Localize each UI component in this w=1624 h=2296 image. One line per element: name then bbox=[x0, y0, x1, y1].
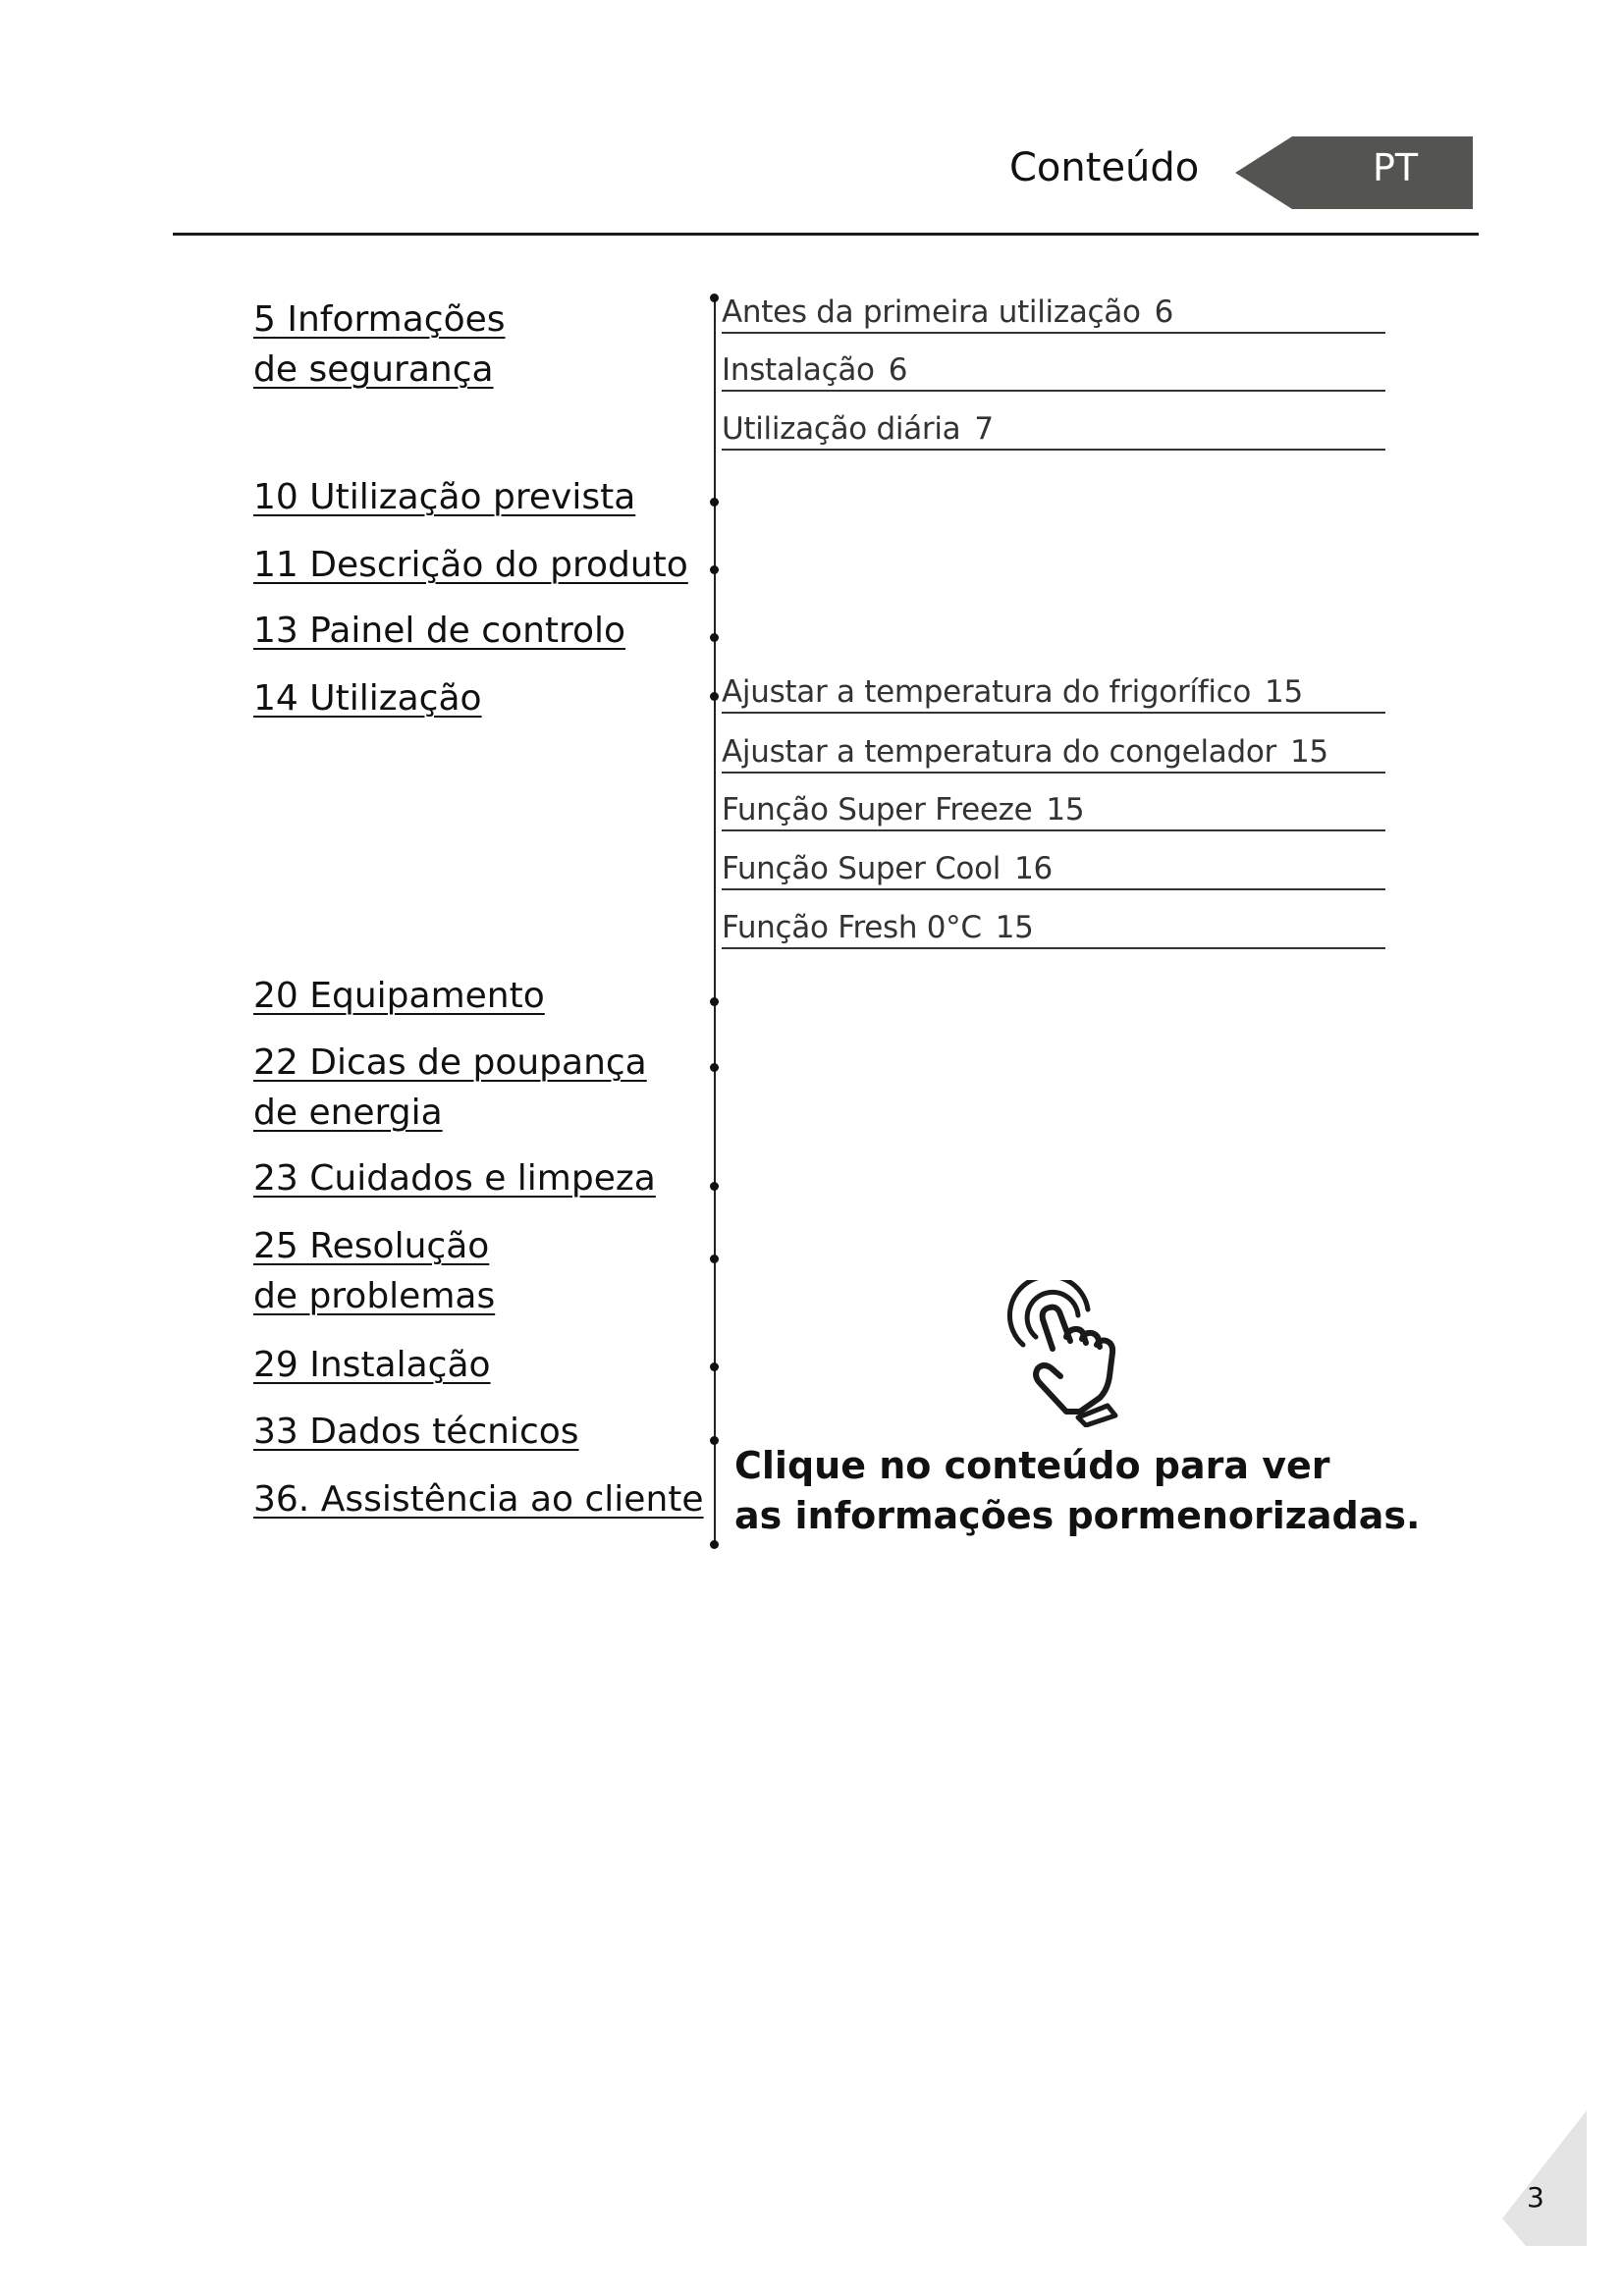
toc-sublink[interactable]: Ajustar a temperatura do frigorífico 15 bbox=[722, 674, 1385, 714]
toc-link-equipamento[interactable]: 20 Equipamento bbox=[253, 976, 545, 1016]
toc-link-dados-tecnicos[interactable]: 33 Dados técnicos bbox=[253, 1412, 579, 1452]
toc-sublink[interactable]: Função Fresh 0°C 15 bbox=[722, 910, 1385, 949]
page-corner-tab bbox=[1502, 2110, 1591, 2248]
timeline-dot bbox=[710, 997, 719, 1006]
timeline-dot bbox=[710, 565, 719, 574]
toc-link-utilizacao-prevista[interactable]: 10 Utilização prevista bbox=[253, 477, 636, 517]
timeline-dot bbox=[710, 498, 719, 507]
toc-link-seguranca[interactable]: 5 Informações de segurança bbox=[253, 299, 506, 390]
toc-link-utilizacao[interactable]: 14 Utilização bbox=[253, 678, 482, 719]
timeline-dot bbox=[710, 1182, 719, 1191]
language-label: PT bbox=[1373, 146, 1419, 189]
toc-sublink[interactable]: Utilização diária 7 bbox=[722, 411, 1385, 451]
hint-text: Clique no conteúdo para ver as informações pormenorizadas. bbox=[734, 1444, 1421, 1537]
timeline-dot bbox=[710, 1540, 719, 1549]
toc-link-descricao-produto[interactable]: 11 Descrição do produto bbox=[253, 545, 688, 585]
toc-sublink[interactable]: Função Super Cool 16 bbox=[722, 851, 1385, 890]
timeline-dot bbox=[710, 633, 719, 642]
toc-sublink[interactable]: Ajustar a temperatura do congelador 15 bbox=[722, 734, 1385, 774]
toc-timeline bbox=[714, 297, 716, 1546]
timeline-dot bbox=[710, 692, 719, 701]
toc-link-instalacao[interactable]: 29 Instalação bbox=[253, 1345, 491, 1385]
toc-link-cuidados-limpeza[interactable]: 23 Cuidados e limpeza bbox=[253, 1158, 656, 1199]
timeline-dot bbox=[710, 294, 719, 302]
language-tab-arrow-icon bbox=[1235, 136, 1473, 209]
toc-link-resolucao-problemas[interactable]: 25 Resolução de problemas bbox=[253, 1226, 496, 1316]
hand-tap-icon bbox=[1001, 1280, 1149, 1427]
timeline-dot bbox=[710, 1255, 719, 1263]
timeline-dot bbox=[710, 1063, 719, 1072]
toc-link-poupanca-energia[interactable]: 22 Dicas de poupança de energia bbox=[253, 1042, 647, 1133]
toc-link-painel-controlo[interactable]: 13 Painel de controlo bbox=[253, 611, 626, 651]
toc-sublink[interactable]: Antes da primeira utilização 6 bbox=[722, 294, 1385, 334]
toc-sublink[interactable]: Função Super Freeze 15 bbox=[722, 792, 1385, 831]
timeline-dot bbox=[710, 1436, 719, 1445]
language-tab bbox=[1235, 136, 1473, 209]
page-title: Conteúdo bbox=[1009, 145, 1200, 190]
page-number: 3 bbox=[1527, 2181, 1544, 2214]
timeline-dot bbox=[710, 1362, 719, 1371]
toc-sublink[interactable]: Instalação 6 bbox=[722, 352, 1385, 392]
header-divider bbox=[173, 233, 1479, 236]
toc-link-assistencia-cliente[interactable]: 36. Assistência ao cliente bbox=[253, 1479, 704, 1520]
